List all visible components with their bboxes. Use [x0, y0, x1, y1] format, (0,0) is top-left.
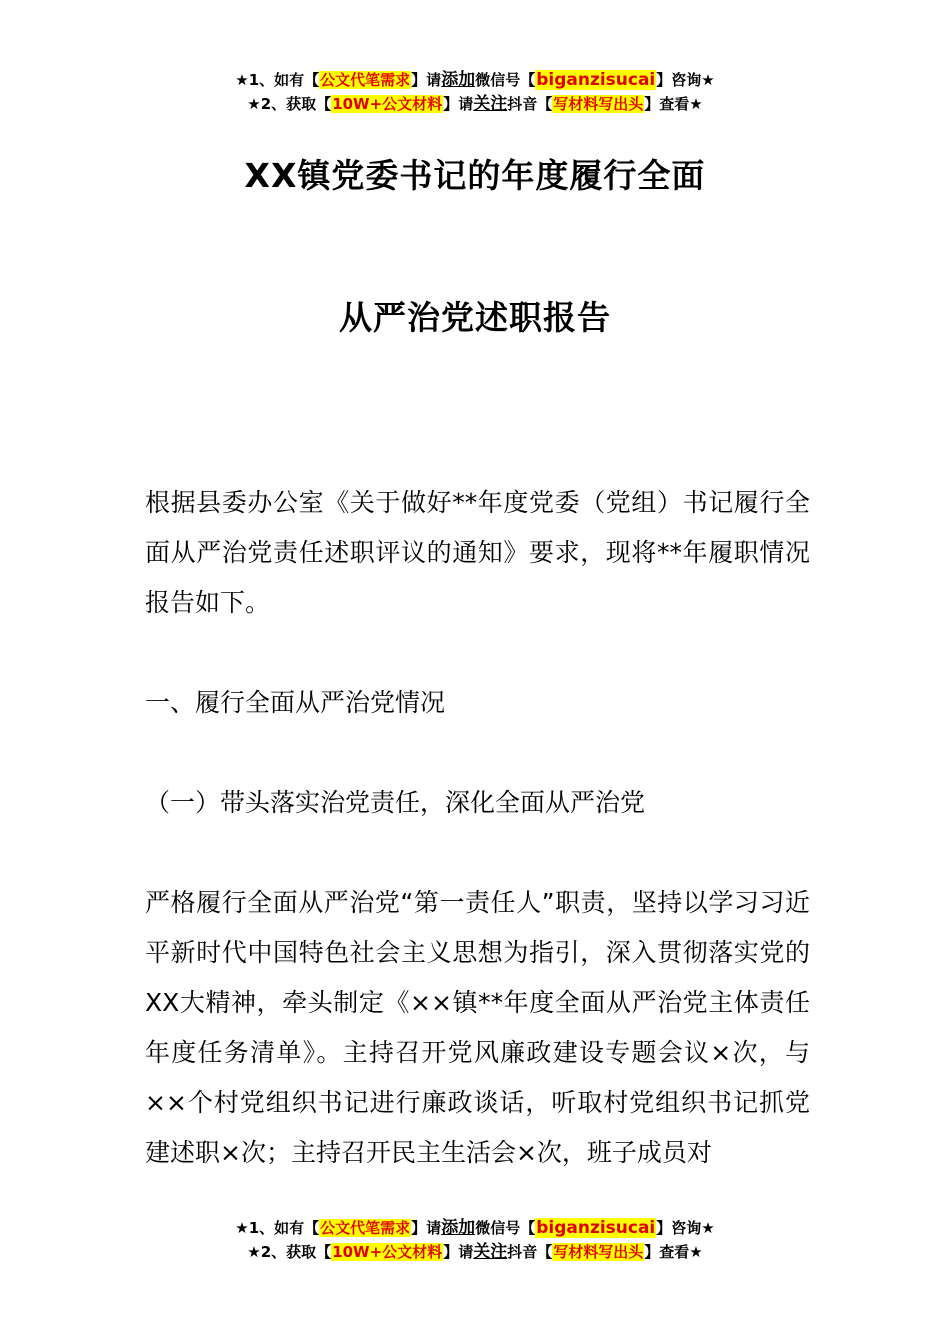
promo-wechat-id: biganzisucai: [536, 70, 656, 90]
promo-highlight: 10W+公文材料: [332, 95, 443, 113]
promo-highlight: 公文代笔需求: [320, 71, 411, 89]
promo-text: 微信号【: [475, 71, 536, 89]
promo-wechat-id: biganzisucai: [536, 1218, 656, 1238]
promo-underline: 关注: [473, 1242, 508, 1262]
body-paragraph: 严格履行全面从严治党“第一责任人”职责，坚持以学习习近平新时代中国特色社会主义思想为指引，深入贯彻落实党的XX大精神，牵头制定《××镇**年度全面从严治党主体责任年度任务清单》。主持召开党风廉政建设专题会议×次，与××个村党组织书记进行廉政谈话，听取村党组织书记抓党建述职×次；主持召开民主生活会×次，班子成员对: [145, 888, 810, 1167]
promo-text: 】请: [443, 95, 474, 113]
promo-text: ★1、如有【: [235, 1219, 320, 1237]
promo-text: 】查看★: [644, 1243, 703, 1261]
section-heading: 一、履行全面从严治党情况: [145, 688, 446, 717]
intro-paragraph: 根据县委办公室《关于做好**年度党委（党组）书记履行全面从严治党责任述职评议的通知》要求，现将**年履职情况报告如下。: [145, 488, 810, 617]
promo-text: 微信号【: [475, 1219, 536, 1237]
section-subheading: （一）带头落实治党责任，深化全面从严治党: [145, 788, 646, 817]
promo-douyin-id: 写材料写出头: [553, 1243, 644, 1261]
promo-text: 】请: [411, 1219, 442, 1237]
promo-text: 】查看★: [644, 95, 703, 113]
promo-line-1: [0, 68, 950, 92]
promo-line-1: [0, 1216, 950, 1240]
document-title-line-1: XX镇党委书记的年度履行全面: [244, 156, 706, 195]
promo-text: 】请: [411, 71, 442, 89]
promo-text: 抖音【: [507, 1243, 553, 1261]
promo-text: 】请: [443, 1243, 474, 1261]
promo-text: ★2、获取【: [247, 1243, 332, 1261]
promo-highlight: 10W+公文材料: [332, 1243, 443, 1261]
promo-line-2: [0, 1240, 950, 1264]
promo-banner-bottom: [0, 1216, 950, 1264]
promo-underline: 关注: [473, 94, 508, 114]
promo-banner-top: [0, 68, 950, 116]
promo-line-2: [0, 92, 950, 116]
document-title-line-2: 从严治党述职报告: [339, 298, 611, 337]
promo-underline: 添加: [441, 70, 476, 90]
promo-highlight: 公文代笔需求: [320, 1219, 411, 1237]
promo-text: 】咨询★: [656, 71, 715, 89]
promo-underline: 添加: [441, 1218, 476, 1238]
promo-text: ★2、获取【: [247, 95, 332, 113]
promo-douyin-id: 写材料写出头: [553, 95, 644, 113]
promo-text: ★1、如有【: [235, 71, 320, 89]
promo-text: 】咨询★: [656, 1219, 715, 1237]
promo-text: 抖音【: [507, 95, 553, 113]
